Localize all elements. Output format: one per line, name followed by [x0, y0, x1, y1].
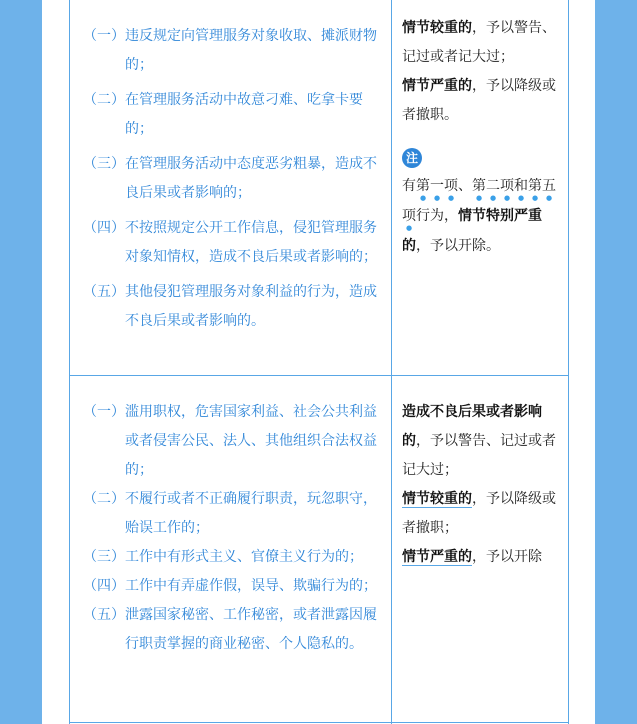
penalty-line	[402, 485, 562, 543]
item-text: 在管理服务活动中故意刁难、吃拿卡要的；	[125, 92, 363, 137]
penalty-line	[402, 543, 562, 572]
penalty-line	[402, 14, 562, 72]
penalty-line	[402, 72, 562, 130]
note-icon: 注	[402, 148, 422, 168]
note-block	[402, 148, 562, 261]
item-number: （四）	[83, 578, 125, 594]
item-text: 工作中有弄虚作假，误导、欺骗行为的；	[125, 578, 377, 594]
item-text: 在管理服务活动中态度恶劣粗暴，造成不良后果或者影响的；	[125, 156, 377, 201]
emphasis-text: 第二项和第五项	[402, 178, 556, 224]
penalty-condition: 情节较重的	[402, 20, 472, 36]
penalty-cell-2	[402, 398, 562, 572]
document-page	[42, 0, 595, 724]
item-number: （四）	[83, 220, 125, 236]
table-column-divider	[391, 0, 392, 724]
list-item	[83, 22, 383, 80]
list-item	[83, 572, 383, 601]
penalty-condition: 造成不良后果或者影响的	[402, 404, 542, 449]
penalty-result: ，予以警告、记过或者记大过；	[402, 433, 556, 478]
penalty-condition: 情节较重的	[402, 491, 472, 507]
penalty-condition: 情节严重的	[402, 549, 472, 565]
violation-list-2	[83, 398, 383, 659]
note-text-part: 有	[402, 178, 416, 194]
item-number: （三）	[83, 156, 125, 172]
item-number: （三）	[83, 549, 125, 565]
item-number: （二）	[83, 92, 125, 108]
list-item	[83, 86, 383, 144]
list-item	[83, 543, 383, 572]
list-item	[83, 278, 383, 336]
item-number: （五）	[83, 607, 125, 623]
penalty-result: ，予以开除。	[416, 238, 500, 254]
item-number: （一）	[83, 404, 125, 420]
item-number: （一）	[83, 28, 125, 44]
penalty-result: ，予以降级或者撤职；	[402, 491, 556, 536]
list-item	[83, 150, 383, 208]
penalty-result: ，予以开除	[472, 549, 542, 565]
note-text	[402, 172, 562, 261]
item-text: 滥用职权，危害国家利益、社会公共利益或者侵害公民、法人、其他组织合法权益的；	[125, 404, 377, 478]
violation-list-1	[83, 22, 383, 336]
penalty-cell-1	[402, 14, 562, 261]
left-margin-band	[0, 0, 42, 724]
table-border-left	[69, 0, 70, 724]
table-border-right	[568, 0, 569, 724]
note-text-part: 行为，	[416, 208, 458, 224]
list-item	[83, 398, 383, 485]
item-text: 不按照规定公开工作信息，侵犯管理服务对象知情权，造成不良后果或者影响的；	[125, 220, 377, 265]
list-item	[83, 485, 383, 543]
item-text: 违反规定向管理服务对象收取、摊派财物的；	[125, 28, 377, 73]
penalty-condition: 情节特别严重的	[402, 208, 542, 254]
right-margin-band	[595, 0, 637, 724]
penalty-condition: 情节严重的	[402, 78, 472, 94]
note-text-part: 、	[458, 178, 472, 194]
regulation-table	[69, 0, 569, 724]
item-number: （二）	[83, 491, 125, 507]
table-row-divider-bottom	[69, 722, 569, 723]
emphasis-text: 第一项	[416, 178, 458, 194]
item-number: （五）	[83, 284, 125, 300]
item-text: 不履行或者不正确履行职责，玩忽职守，贻误工作的；	[125, 491, 377, 536]
list-item	[83, 214, 383, 272]
penalty-result: ，予以降级或者撤职。	[402, 78, 556, 123]
item-text: 工作中有形式主义、官僚主义行为的；	[125, 549, 363, 565]
item-text: 其他侵犯管理服务对象利益的行为，造成不良后果或者影响的。	[125, 284, 377, 329]
penalty-result: ，予以警告、记过或者记大过；	[402, 20, 556, 65]
list-item	[83, 601, 383, 659]
table-row-divider	[69, 375, 569, 376]
penalty-line	[402, 398, 562, 485]
item-text: 泄露国家秘密、工作秘密，或者泄露因履行职责掌握的商业秘密、个人隐私的。	[125, 607, 377, 652]
